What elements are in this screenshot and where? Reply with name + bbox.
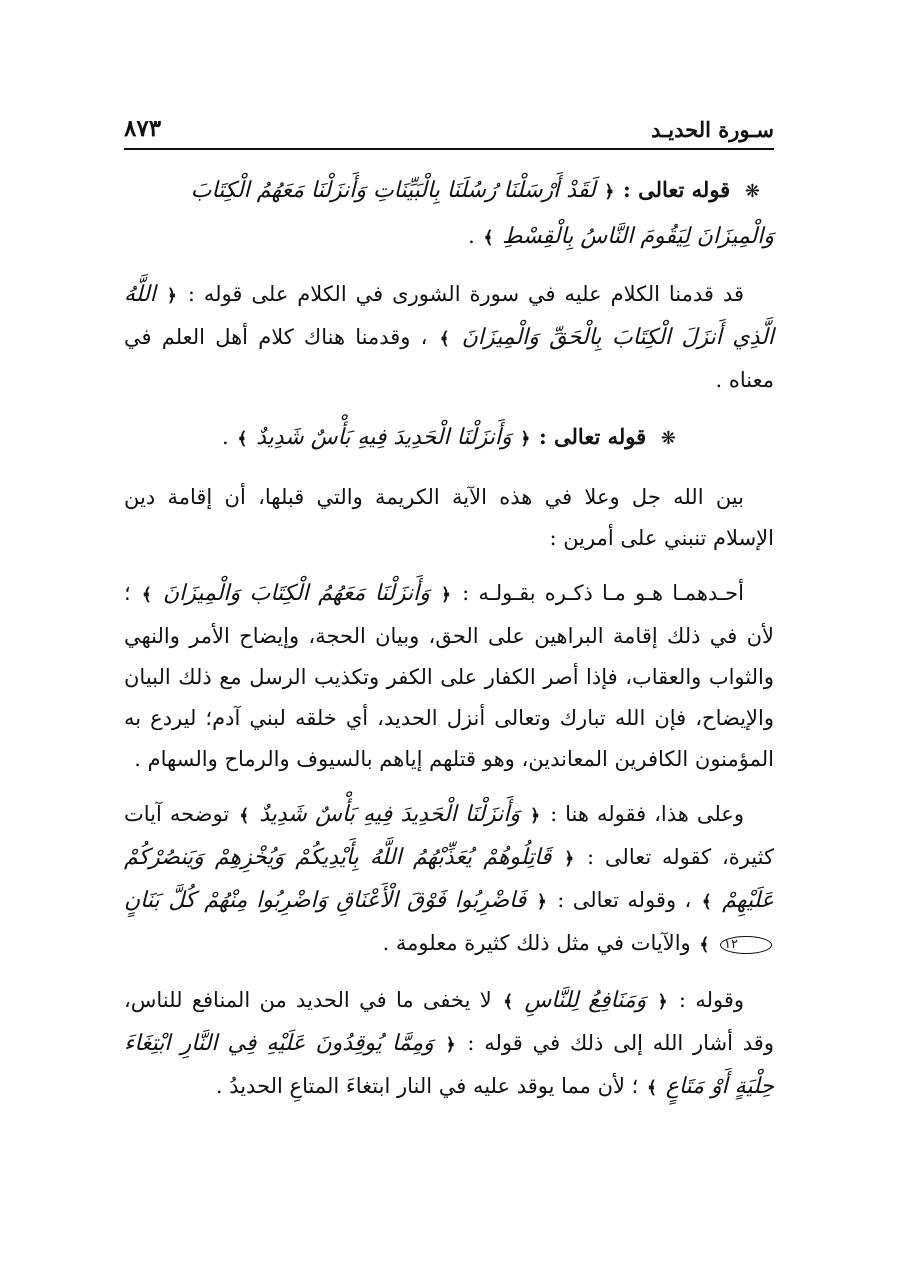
paragraph-4: [124, 794, 774, 966]
quote-close-icon: ﴾: [439, 329, 450, 349]
quran-verse: اللَّهُ الَّذِي أَنزَلَ الْكِتَابَ بِالْحَقِّ وَالْمِيزَانَ: [124, 282, 774, 350]
page-number: ٨٧٣: [124, 115, 162, 142]
paragraph-text: أحـدهمـا هـو مـا ذكـره بقـولـه :: [462, 581, 744, 605]
bullet-icon: ❋: [660, 428, 676, 449]
quote-open-icon: ﴿: [564, 849, 575, 869]
book-page: [124, 108, 774, 1123]
quran-verse: قَاتِلُوهُمْ يُعَذِّبْهُمُ اللَّهُ بِأَيْدِيكُمْ وَيُخْزِهِمْ وَيَنصُرْكُمْ عَلَيْهِمْ: [124, 845, 774, 913]
paragraph-text: لا يخفى ما في الحديد من المنافع للناس، وقد أشار الله إلى ذلك في قوله :: [124, 988, 774, 1055]
quote-close-icon: ﴾: [141, 585, 152, 605]
paragraph-text: قد قدمنا الكلام عليه في سورة الشورى في الكلام على قوله :: [187, 282, 744, 306]
quran-verse: وَأَنزَلْنَا الْحَدِيدَ فِيهِ بَأْسٌ شَدِيدٌ: [259, 802, 521, 827]
quran-verse: وَمَنَافِعُ لِلنَّاسِ: [524, 988, 647, 1013]
page-body: [124, 150, 774, 1109]
paragraph-text: والآيات في مثل ذلك كثيرة معلومة .: [382, 931, 691, 955]
section-lead: قوله تعالى :: [538, 424, 647, 449]
bullet-icon: ❋: [744, 181, 760, 202]
quran-verse: فَاضْرِبُوا فَوْقَ الْأَعْنَاقِ وَاضْرِبُوا مِنْهُمْ كُلَّ بَنَانٍ: [124, 888, 527, 913]
quote-open-icon: ﴿: [530, 806, 541, 826]
paragraph-text: وعلى هذا، فقوله هنا :: [550, 802, 744, 826]
paragraph-text: ؛ لأن في ذلك إقامة البراهين على الحق، وبيان الحجة، وإيضاح الأمر والنهي والثواب والعقاب، فإذا أصر الكفار على الكفر وتكذيب الرسل مع ذلك البيان والإيضاح، فإن الله تبارك وتعالى أنزل الحديد، أي خلقه لبني آدم؛ ليردع به المؤمنون الكافرين المعاندين، وهو قتلهم إياهم بالسيوف والرماح والسهام .: [124, 581, 774, 771]
quote-close-icon: ﴾: [701, 892, 712, 912]
sentence-end: .: [222, 425, 229, 449]
section-heading-2: [124, 415, 774, 461]
quote-close-icon: ﴾: [647, 1078, 658, 1098]
quote-close-icon: ﴾: [483, 228, 494, 248]
paragraph-text: بين الله جل وعلا في هذه الآية الكريمة والتي قبلها، أن إقامة دين الإسلام تنبني على أمرين :: [124, 485, 774, 550]
paragraph-text: ؛ لأن مما يوقد عليه في النار ابتغاءَ المتاعِ الحديدُ .: [215, 1074, 639, 1098]
section-heading-1: [124, 168, 774, 260]
quote-close-icon: ﴾: [237, 429, 248, 449]
quote-close-icon: ﴾: [239, 806, 250, 826]
paragraph-text: توضحه آيات كثيرة، كقوله تعالى :: [124, 802, 774, 869]
quote-open-icon: ﴿: [520, 429, 531, 449]
quote-open-icon: ﴿: [657, 992, 668, 1012]
sentence-end: .: [468, 224, 475, 248]
quote-close-icon: ﴾: [503, 992, 514, 1012]
quran-verse: لَقَدْ أَرْسَلْنَا رُسُلَنَا بِالْبَيِّنَاتِ وَأَنزَلْنَا مَعَهُمُ الْكِتَابَ وَالْمِيزَانَ لِيَقُومَ النَّاسُ بِالْقِسْطِ: [190, 178, 774, 249]
quran-verse: وَمِمَّا يُوقِدُونَ عَلَيْهِ فِي النَّارِ ابْتِغَاءَ حِلْيَةٍ أَوْ مَتَاعٍ: [124, 1031, 774, 1099]
running-header: [124, 108, 774, 150]
paragraph-text: وقوله :: [678, 988, 745, 1012]
paragraph-1: [124, 274, 774, 401]
paragraph-text: ، وقدمنا هناك كلام أهل العلم في معناه .: [124, 325, 774, 392]
paragraph-text: ، وقوله تعالى :: [557, 888, 692, 912]
quote-open-icon: ﴿: [536, 892, 547, 912]
aya-number-badge: ١٢: [720, 936, 772, 954]
paragraph-3: [124, 573, 774, 780]
quote-open-icon: ﴿: [445, 1035, 456, 1055]
surah-title: سـورة الحديـد: [651, 117, 774, 142]
quote-close-icon: ﴾: [699, 935, 710, 955]
quran-verse: وَأَنزَلْنَا الْحَدِيدَ فِيهِ بَأْسٌ شَدِيدٌ: [256, 425, 512, 450]
quran-verse: وَأَنزَلْنَا مَعَهُمُ الْكِتَابَ وَالْمِيزَانَ: [162, 581, 430, 606]
paragraph-5: [124, 980, 774, 1109]
quote-open-icon: ﴿: [440, 585, 451, 605]
quote-open-icon: ﴿: [604, 182, 615, 202]
paragraph-2: [124, 477, 774, 559]
quote-open-icon: ﴿: [166, 286, 177, 306]
section-lead: قوله تعالى :: [623, 177, 731, 202]
